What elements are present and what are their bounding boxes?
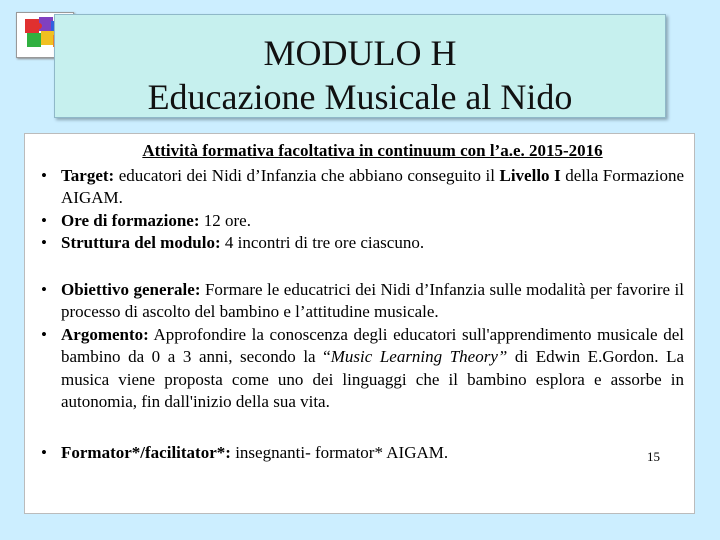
hours-label: Ore di formazione:	[61, 210, 200, 230]
bullet-icon: •	[41, 279, 47, 299]
bullet-icon: •	[41, 442, 47, 462]
content-box	[24, 133, 695, 514]
topic-text-2: di Edwin E.Gordon. La musica viene proposta come uno dei linguaggi che il bambino esplora e assorbe in autonomia, fin dall'inizio della sua vita.	[61, 347, 685, 411]
target-level: Livello I	[499, 165, 561, 185]
objective-label: Obiettivo generale:	[61, 279, 201, 299]
list-item-objective	[35, 279, 684, 324]
trainers-text: insegnanti- formator* AIGAM.	[230, 442, 449, 462]
slide-title-line-2: Educazione Musicale al Nido	[147, 77, 573, 117]
trainers-label: Formator*/facilitator*:	[61, 442, 231, 462]
bullet-icon: •	[41, 165, 47, 185]
slide-title-box	[54, 14, 666, 118]
topic-text: Approfondire la conoscenza degli educatori sull'apprendimento musicale del bambino da 0 a 3 anni, secondo la “	[61, 324, 684, 366]
list-item-target	[35, 165, 684, 210]
target-label: Target:	[61, 165, 115, 185]
bullet-list-3	[35, 442, 684, 465]
bullet-list	[35, 165, 684, 255]
target-text: educatori dei Nidi d’Infanzia che abbiano conseguito il	[114, 165, 500, 185]
bullet-icon: •	[41, 324, 47, 344]
list-item-structure	[35, 232, 684, 255]
list-item-topic	[35, 324, 684, 414]
bullet-list-2	[35, 279, 684, 414]
activity-heading: Attività formativa facoltativa in continuum con l’a.e. 2015-2016	[142, 141, 603, 160]
page-number: 15	[647, 448, 660, 464]
hours-text: 12 ore.	[199, 210, 251, 230]
list-item-hours	[35, 210, 684, 233]
structure-text: 4 incontri di tre ore ciascuno.	[220, 233, 425, 252]
objective-text: Formare le educatrici dei Nidi d’Infanzia sulle modalità per favorire il processo di ascolto del bambino e l’attitudine musicale.	[61, 279, 685, 321]
topic-label: Argomento:	[61, 324, 149, 344]
target-text-2: della Formazione AIGAM.	[61, 165, 684, 207]
topic-theory-name: Music Learning Theory”	[330, 347, 508, 366]
slide-title-line-1: MODULO H	[263, 33, 457, 73]
structure-label: Struttura del modulo:	[61, 233, 221, 252]
bullet-icon: •	[41, 210, 47, 230]
bullet-icon: •	[41, 233, 47, 252]
list-item-trainers	[35, 442, 684, 465]
